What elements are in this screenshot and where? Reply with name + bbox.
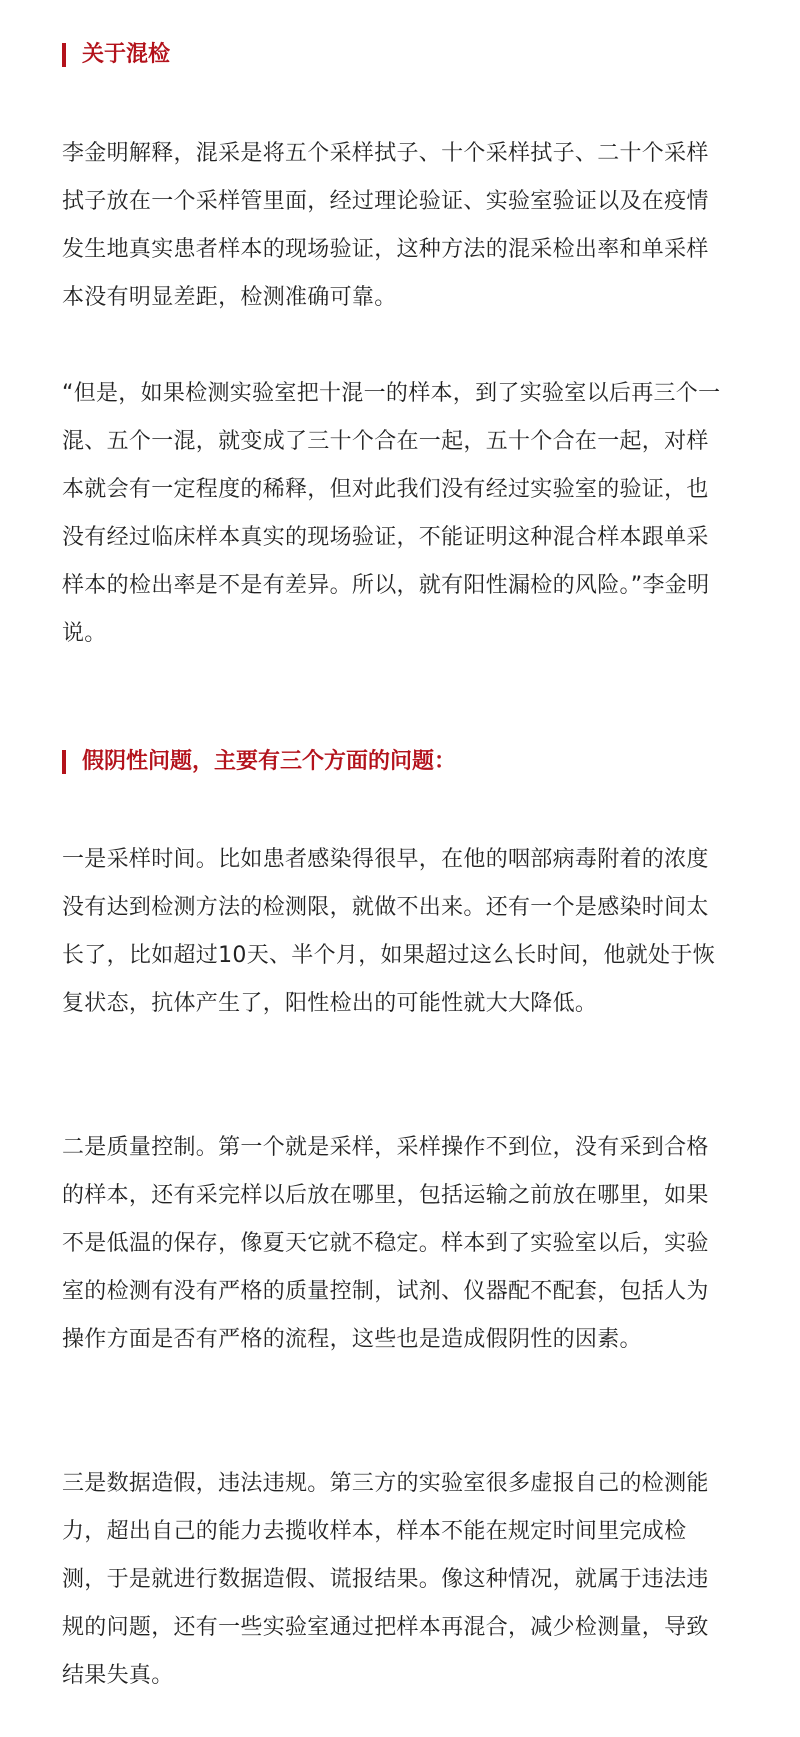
heading-accent-bar xyxy=(62,43,66,67)
paragraph-sampling-time: 一是采样时间。比如患者感染得很早，在他的咽部病毒附着的浓度没有达到检测方法的检测限，就做不出来。还有一个是感染时间太长了，比如超过10天、半个月，如果超过这么长时间，他就处于恢复状态，抗体产生了，阳性检出的可能性就大大降低。 xyxy=(62,847,715,1016)
section-heading-text: 关于混检 xyxy=(82,42,171,67)
section-heading-text: 假阴性问题，主要有三个方面的问题： xyxy=(82,749,457,774)
paragraph-quality-control: 二是质量控制。第一个就是采样，采样操作不到位，没有采到合格的样本，还有采完样以后放在哪里，包括运输之前放在哪里，如果不是低温的保存，像夏天它就不稳定。样本到了实验室以后，实验室的检测有没有严格的质量控制，试剂、仪器配不配套，包括人为操作方面是否有严格的流程，这些也是造成假阴性的因素。 xyxy=(62,1135,709,1352)
section-heading-mixed-testing xyxy=(62,40,170,70)
paragraph-data-fraud: 三是数据造假，违法违规。第三方的实验室很多虚报自己的检测能力，超出自己的能力去揽收样本，样本不能在规定时间里完成检测，于是就进行数据造假、谎报结果。像这种情况，就属于违法违规的问题，还有一些实验室通过把样本再混合，减少检测量，导致结果失真。 xyxy=(62,1471,709,1688)
paragraph-mixed-sampling-explanation: 李金明解释，混采是将五个采样拭子、十个采样拭子、二十个采样拭子放在一个采样管里面，经过理论验证、实验室验证以及在疫情发生地真实患者样本的现场验证，这种方法的混采检出率和单采样本没有明显差距，检测准确可靠。 xyxy=(62,141,709,310)
paragraph-dilution-risk-quote: “但是，如果检测实验室把十混一的样本，到了实验室以后再三个一混、五个一混，就变成了三十个合在一起，五十个合在一起，对样本就会有一定程度的稀释，但对此我们没有经过实验室的验证，也没有经过临床样本真实的现场验证，不能证明这种混合样本跟单采样本的检出率是不是有差异。所以，就有阳性漏检的风险。”李金明说。 xyxy=(62,381,721,646)
heading-accent-bar xyxy=(62,750,66,774)
section-heading-false-negative xyxy=(62,747,456,777)
